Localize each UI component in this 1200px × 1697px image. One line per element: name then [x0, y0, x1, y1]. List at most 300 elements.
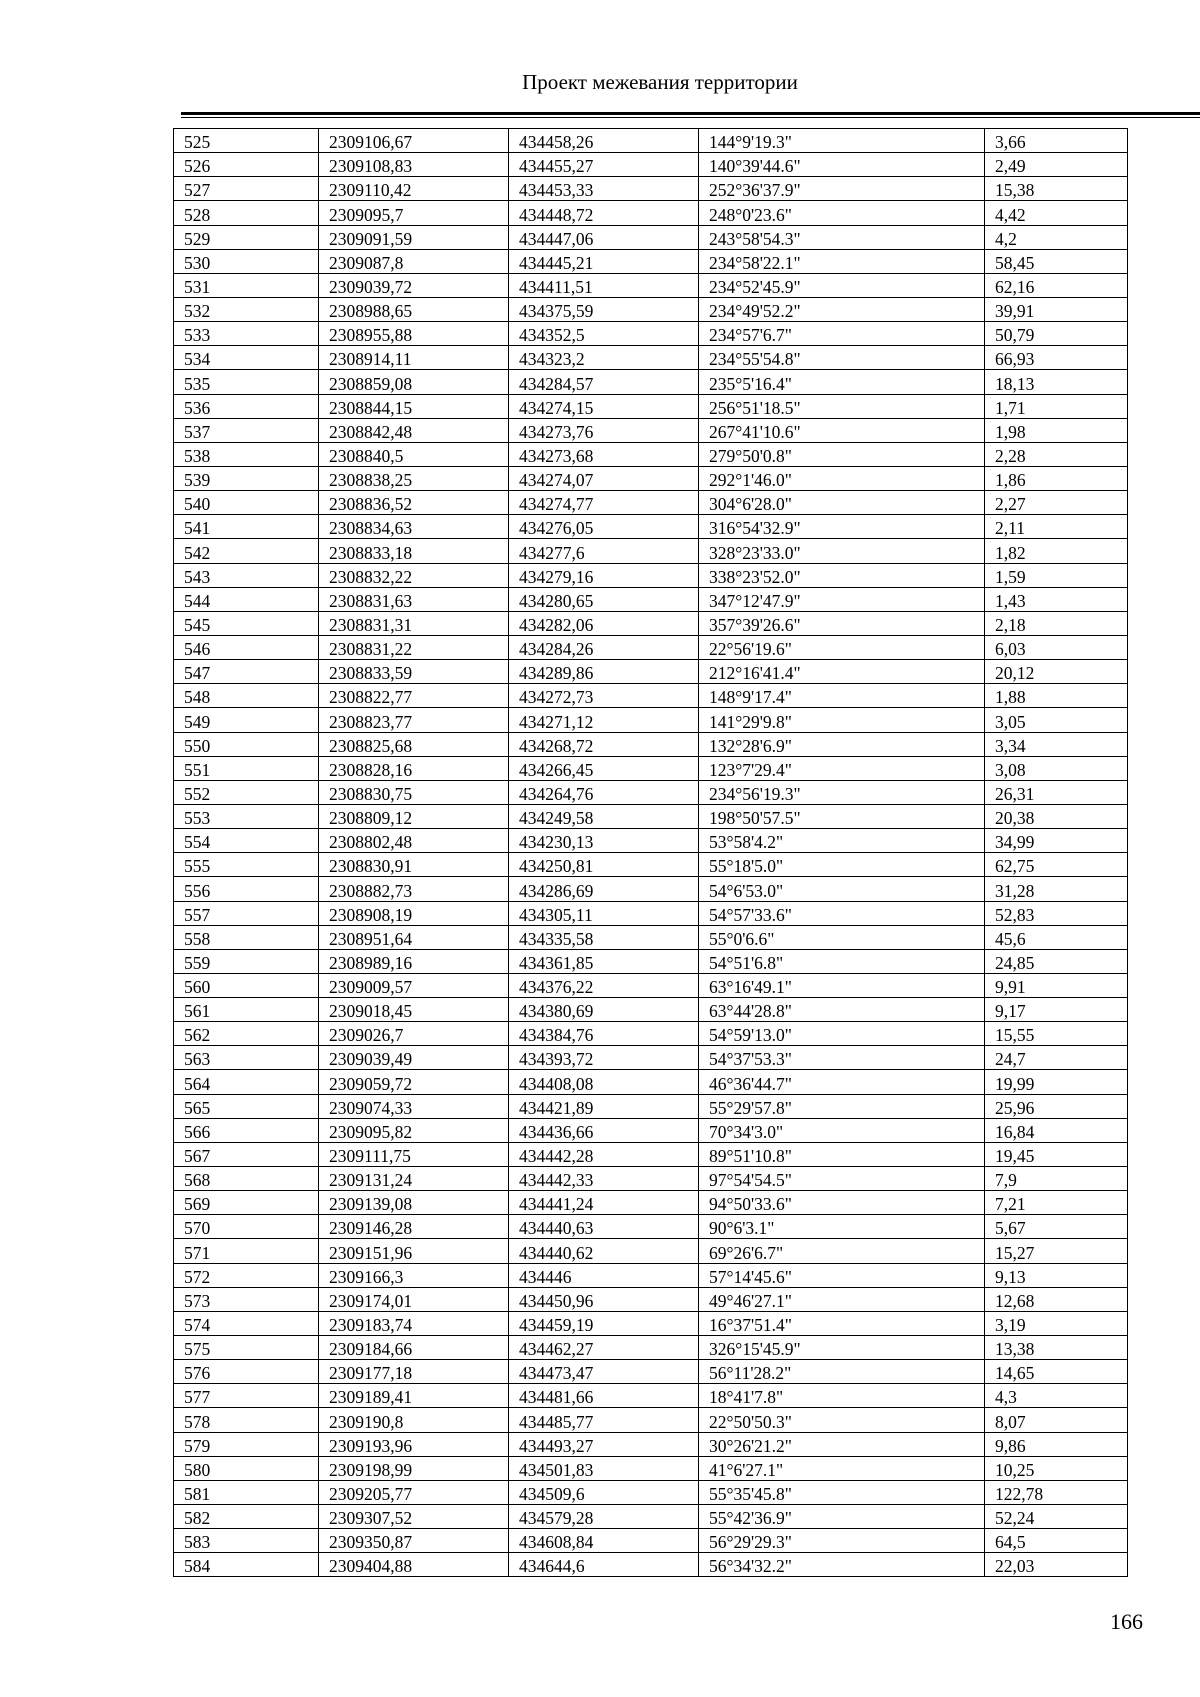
y-coordinate-cell: 434284,57	[509, 370, 699, 394]
distance-cell: 10,25	[985, 1456, 1128, 1480]
x-coordinate-cell: 2308988,65	[319, 297, 509, 321]
direction-angle-cell: 55°29'57.8"	[699, 1094, 985, 1118]
direction-angle-cell: 57°14'45.6"	[699, 1263, 985, 1287]
y-coordinate-cell: 434273,68	[509, 442, 699, 466]
table-row	[174, 756, 1128, 780]
x-coordinate-cell: 2308831,31	[319, 611, 509, 635]
x-coordinate-cell: 2308831,22	[319, 635, 509, 659]
x-coordinate-cell: 2308833,59	[319, 660, 509, 684]
distance-cell: 5,67	[985, 1215, 1128, 1239]
x-coordinate-cell: 2308822,77	[319, 684, 509, 708]
table-row	[174, 177, 1128, 201]
distance-cell: 2,49	[985, 153, 1128, 177]
table-row	[174, 225, 1128, 249]
y-coordinate-cell: 434447,06	[509, 225, 699, 249]
coordinates-table-body	[174, 129, 1128, 1577]
y-coordinate-cell: 434440,63	[509, 1215, 699, 1239]
direction-angle-cell: 54°37'53.3"	[699, 1046, 985, 1070]
table-row	[174, 1118, 1128, 1142]
table-row	[174, 563, 1128, 587]
point-number-cell: 580	[174, 1456, 319, 1480]
x-coordinate-cell: 2309404,88	[319, 1553, 509, 1577]
point-number-cell: 554	[174, 829, 319, 853]
y-coordinate-cell: 434274,07	[509, 466, 699, 490]
direction-angle-cell: 54°57'33.6"	[699, 901, 985, 925]
x-coordinate-cell: 2309095,7	[319, 201, 509, 225]
direction-angle-cell: 132°28'6.9"	[699, 732, 985, 756]
distance-cell: 1,59	[985, 563, 1128, 587]
direction-angle-cell: 235°5'16.4"	[699, 370, 985, 394]
point-number-cell: 530	[174, 249, 319, 273]
x-coordinate-cell: 2308832,22	[319, 563, 509, 587]
x-coordinate-cell: 2309110,42	[319, 177, 509, 201]
direction-angle-cell: 54°59'13.0"	[699, 1022, 985, 1046]
x-coordinate-cell: 2309307,52	[319, 1505, 509, 1529]
distance-cell: 24,7	[985, 1046, 1128, 1070]
point-number-cell: 546	[174, 635, 319, 659]
x-coordinate-cell: 2309039,72	[319, 273, 509, 297]
direction-angle-cell: 54°6'53.0"	[699, 877, 985, 901]
x-coordinate-cell: 2308834,63	[319, 515, 509, 539]
point-number-cell: 551	[174, 756, 319, 780]
y-coordinate-cell: 434272,73	[509, 684, 699, 708]
point-number-cell: 560	[174, 973, 319, 997]
direction-angle-cell: 53°58'4.2"	[699, 829, 985, 853]
distance-cell: 34,99	[985, 829, 1128, 853]
y-coordinate-cell: 434276,05	[509, 515, 699, 539]
direction-angle-cell: 198°50'57.5"	[699, 804, 985, 828]
x-coordinate-cell: 2309205,77	[319, 1480, 509, 1504]
distance-cell: 7,21	[985, 1191, 1128, 1215]
table-row	[174, 273, 1128, 297]
x-coordinate-cell: 2309106,67	[319, 129, 509, 153]
y-coordinate-cell: 434455,27	[509, 153, 699, 177]
point-number-cell: 532	[174, 297, 319, 321]
y-coordinate-cell: 434380,69	[509, 998, 699, 1022]
point-number-cell: 564	[174, 1070, 319, 1094]
y-coordinate-cell: 434249,58	[509, 804, 699, 828]
point-number-cell: 544	[174, 587, 319, 611]
point-number-cell: 550	[174, 732, 319, 756]
direction-angle-cell: 304°6'28.0"	[699, 491, 985, 515]
point-number-cell: 538	[174, 442, 319, 466]
direction-angle-cell: 30°26'21.2"	[699, 1432, 985, 1456]
x-coordinate-cell: 2309198,99	[319, 1456, 509, 1480]
x-coordinate-cell: 2308833,18	[319, 539, 509, 563]
table-row	[174, 1553, 1128, 1577]
distance-cell: 15,55	[985, 1022, 1128, 1046]
table-row	[174, 1070, 1128, 1094]
x-coordinate-cell: 2309131,24	[319, 1167, 509, 1191]
table-row	[174, 635, 1128, 659]
direction-angle-cell: 22°50'50.3"	[699, 1408, 985, 1432]
x-coordinate-cell: 2309039,49	[319, 1046, 509, 1070]
table-row	[174, 1360, 1128, 1384]
y-coordinate-cell: 434459,19	[509, 1311, 699, 1335]
point-number-cell: 542	[174, 539, 319, 563]
x-coordinate-cell: 2309174,01	[319, 1287, 509, 1311]
direction-angle-cell: 212°16'41.4"	[699, 660, 985, 684]
x-coordinate-cell: 2308989,16	[319, 949, 509, 973]
x-coordinate-cell: 2309009,57	[319, 973, 509, 997]
table-row	[174, 1432, 1128, 1456]
table-row	[174, 322, 1128, 346]
x-coordinate-cell: 2308955,88	[319, 322, 509, 346]
x-coordinate-cell: 2309059,72	[319, 1070, 509, 1094]
table-row	[174, 418, 1128, 442]
x-coordinate-cell: 2308825,68	[319, 732, 509, 756]
x-coordinate-cell: 2308828,16	[319, 756, 509, 780]
table-row	[174, 1408, 1128, 1432]
direction-angle-cell: 234°57'6.7"	[699, 322, 985, 346]
point-number-cell: 576	[174, 1360, 319, 1384]
direction-angle-cell: 234°55'54.8"	[699, 346, 985, 370]
direction-angle-cell: 55°0'6.6"	[699, 925, 985, 949]
header-rule-thin	[181, 117, 1200, 118]
x-coordinate-cell: 2309095,82	[319, 1118, 509, 1142]
page-header-title: Проект межевания территории	[522, 70, 798, 94]
point-number-cell: 559	[174, 949, 319, 973]
y-coordinate-cell: 434448,72	[509, 201, 699, 225]
distance-cell: 122,78	[985, 1480, 1128, 1504]
table-row	[174, 515, 1128, 539]
y-coordinate-cell: 434273,76	[509, 418, 699, 442]
table-row	[174, 1022, 1128, 1046]
direction-angle-cell: 328°23'33.0"	[699, 539, 985, 563]
x-coordinate-cell: 2308914,11	[319, 346, 509, 370]
point-number-cell: 531	[174, 273, 319, 297]
y-coordinate-cell: 434264,76	[509, 780, 699, 804]
x-coordinate-cell: 2309151,96	[319, 1239, 509, 1263]
table-row	[174, 804, 1128, 828]
y-coordinate-cell: 434442,33	[509, 1167, 699, 1191]
point-number-cell: 547	[174, 660, 319, 684]
point-number-cell: 571	[174, 1239, 319, 1263]
y-coordinate-cell: 434411,51	[509, 273, 699, 297]
direction-angle-cell: 316°54'32.9"	[699, 515, 985, 539]
y-coordinate-cell: 434453,33	[509, 177, 699, 201]
y-coordinate-cell: 434501,83	[509, 1456, 699, 1480]
table-row	[174, 1142, 1128, 1166]
x-coordinate-cell: 2309190,8	[319, 1408, 509, 1432]
y-coordinate-cell: 434442,28	[509, 1142, 699, 1166]
x-coordinate-cell: 2308908,19	[319, 901, 509, 925]
distance-cell: 2,27	[985, 491, 1128, 515]
distance-cell: 20,38	[985, 804, 1128, 828]
direction-angle-cell: 234°49'52.2"	[699, 297, 985, 321]
distance-cell: 3,19	[985, 1311, 1128, 1335]
x-coordinate-cell: 2308859,08	[319, 370, 509, 394]
point-number-cell: 562	[174, 1022, 319, 1046]
point-number-cell: 534	[174, 346, 319, 370]
point-number-cell: 529	[174, 225, 319, 249]
x-coordinate-cell: 2308830,75	[319, 780, 509, 804]
x-coordinate-cell: 2308840,5	[319, 442, 509, 466]
distance-cell: 12,68	[985, 1287, 1128, 1311]
x-coordinate-cell: 2309184,66	[319, 1336, 509, 1360]
direction-angle-cell: 234°58'22.1"	[699, 249, 985, 273]
point-number-cell: 574	[174, 1311, 319, 1335]
direction-angle-cell: 243°58'54.3"	[699, 225, 985, 249]
point-number-cell: 533	[174, 322, 319, 346]
y-coordinate-cell: 434493,27	[509, 1432, 699, 1456]
x-coordinate-cell: 2309177,18	[319, 1360, 509, 1384]
point-number-cell: 540	[174, 491, 319, 515]
direction-angle-cell: 326°15'45.9"	[699, 1336, 985, 1360]
y-coordinate-cell: 434266,45	[509, 756, 699, 780]
x-coordinate-cell: 2308838,25	[319, 466, 509, 490]
point-number-cell: 525	[174, 129, 319, 153]
table-row	[174, 829, 1128, 853]
y-coordinate-cell: 434277,6	[509, 539, 699, 563]
distance-cell: 24,85	[985, 949, 1128, 973]
direction-angle-cell: 234°56'19.3"	[699, 780, 985, 804]
x-coordinate-cell: 2308951,64	[319, 925, 509, 949]
y-coordinate-cell: 434644,6	[509, 1553, 699, 1577]
y-coordinate-cell: 434268,72	[509, 732, 699, 756]
point-number-cell: 581	[174, 1480, 319, 1504]
distance-cell: 15,27	[985, 1239, 1128, 1263]
distance-cell: 20,12	[985, 660, 1128, 684]
y-coordinate-cell: 434323,2	[509, 346, 699, 370]
y-coordinate-cell: 434305,11	[509, 901, 699, 925]
point-number-cell: 583	[174, 1529, 319, 1553]
y-coordinate-cell: 434509,6	[509, 1480, 699, 1504]
table-row	[174, 1480, 1128, 1504]
distance-cell: 4,3	[985, 1384, 1128, 1408]
y-coordinate-cell: 434441,24	[509, 1191, 699, 1215]
point-number-cell: 526	[174, 153, 319, 177]
direction-angle-cell: 256°51'18.5"	[699, 394, 985, 418]
table-row	[174, 394, 1128, 418]
point-number-cell: 527	[174, 177, 319, 201]
point-number-cell: 557	[174, 901, 319, 925]
x-coordinate-cell: 2309193,96	[319, 1432, 509, 1456]
coordinates-table	[173, 128, 1128, 1577]
table-row	[174, 611, 1128, 635]
header-rule-thick	[181, 112, 1200, 115]
direction-angle-cell: 97°54'54.5"	[699, 1167, 985, 1191]
point-number-cell: 561	[174, 998, 319, 1022]
point-number-cell: 545	[174, 611, 319, 635]
y-coordinate-cell: 434450,96	[509, 1287, 699, 1311]
y-coordinate-cell: 434289,86	[509, 660, 699, 684]
point-number-cell: 543	[174, 563, 319, 587]
point-number-cell: 541	[174, 515, 319, 539]
table-row	[174, 684, 1128, 708]
point-number-cell: 577	[174, 1384, 319, 1408]
distance-cell: 26,31	[985, 780, 1128, 804]
table-row	[174, 1287, 1128, 1311]
table-row	[174, 346, 1128, 370]
direction-angle-cell: 94°50'33.6"	[699, 1191, 985, 1215]
table-row	[174, 973, 1128, 997]
point-number-cell: 567	[174, 1142, 319, 1166]
point-number-cell: 575	[174, 1336, 319, 1360]
table-row	[174, 442, 1128, 466]
x-coordinate-cell: 2308802,48	[319, 829, 509, 853]
distance-cell: 16,84	[985, 1118, 1128, 1142]
y-coordinate-cell: 434458,26	[509, 129, 699, 153]
table-row	[174, 780, 1128, 804]
x-coordinate-cell: 2309350,87	[319, 1529, 509, 1553]
direction-angle-cell: 54°51'6.8"	[699, 949, 985, 973]
distance-cell: 52,24	[985, 1505, 1128, 1529]
distance-cell: 14,65	[985, 1360, 1128, 1384]
point-number-cell: 537	[174, 418, 319, 442]
x-coordinate-cell: 2308836,52	[319, 491, 509, 515]
direction-angle-cell: 90°6'3.1"	[699, 1215, 985, 1239]
point-number-cell: 578	[174, 1408, 319, 1432]
table-row	[174, 1215, 1128, 1239]
y-coordinate-cell: 434579,28	[509, 1505, 699, 1529]
distance-cell: 1,86	[985, 466, 1128, 490]
distance-cell: 6,03	[985, 635, 1128, 659]
y-coordinate-cell: 434271,12	[509, 708, 699, 732]
x-coordinate-cell: 2309026,7	[319, 1022, 509, 1046]
y-coordinate-cell: 434393,72	[509, 1046, 699, 1070]
distance-cell: 19,99	[985, 1070, 1128, 1094]
point-number-cell: 582	[174, 1505, 319, 1529]
point-number-cell: 572	[174, 1263, 319, 1287]
point-number-cell: 549	[174, 708, 319, 732]
x-coordinate-cell: 2309166,3	[319, 1263, 509, 1287]
point-number-cell: 570	[174, 1215, 319, 1239]
y-coordinate-cell: 434279,16	[509, 563, 699, 587]
distance-cell: 1,88	[985, 684, 1128, 708]
direction-angle-cell: 55°18'5.0"	[699, 853, 985, 877]
distance-cell: 19,45	[985, 1142, 1128, 1166]
point-number-cell: 555	[174, 853, 319, 877]
y-coordinate-cell: 434421,89	[509, 1094, 699, 1118]
direction-angle-cell: 279°50'0.8"	[699, 442, 985, 466]
y-coordinate-cell: 434481,66	[509, 1384, 699, 1408]
distance-cell: 39,91	[985, 297, 1128, 321]
x-coordinate-cell: 2309146,28	[319, 1215, 509, 1239]
table-row	[174, 1505, 1128, 1529]
distance-cell: 15,38	[985, 177, 1128, 201]
x-coordinate-cell: 2309139,08	[319, 1191, 509, 1215]
distance-cell: 2,18	[985, 611, 1128, 635]
y-coordinate-cell: 434282,06	[509, 611, 699, 635]
direction-angle-cell: 22°56'19.6"	[699, 635, 985, 659]
y-coordinate-cell: 434408,08	[509, 1070, 699, 1094]
point-number-cell: 579	[174, 1432, 319, 1456]
table-row	[174, 1456, 1128, 1480]
y-coordinate-cell: 434384,76	[509, 1022, 699, 1046]
direction-angle-cell: 63°44'28.8"	[699, 998, 985, 1022]
y-coordinate-cell: 434462,27	[509, 1336, 699, 1360]
table-row	[174, 1239, 1128, 1263]
distance-cell: 9,91	[985, 973, 1128, 997]
table-row	[174, 901, 1128, 925]
direction-angle-cell: 248°0'23.6"	[699, 201, 985, 225]
table-row	[174, 1046, 1128, 1070]
y-coordinate-cell: 434376,22	[509, 973, 699, 997]
table-row	[174, 1384, 1128, 1408]
table-row	[174, 587, 1128, 611]
direction-angle-cell: 56°34'32.2"	[699, 1553, 985, 1577]
direction-angle-cell: 252°36'37.9"	[699, 177, 985, 201]
point-number-cell: 558	[174, 925, 319, 949]
distance-cell: 3,05	[985, 708, 1128, 732]
distance-cell: 3,34	[985, 732, 1128, 756]
table-row	[174, 539, 1128, 563]
direction-angle-cell: 141°29'9.8"	[699, 708, 985, 732]
y-coordinate-cell: 434274,77	[509, 491, 699, 515]
x-coordinate-cell: 2308844,15	[319, 394, 509, 418]
point-number-cell: 536	[174, 394, 319, 418]
distance-cell: 52,83	[985, 901, 1128, 925]
point-number-cell: 568	[174, 1167, 319, 1191]
direction-angle-cell: 56°11'28.2"	[699, 1360, 985, 1384]
point-number-cell: 553	[174, 804, 319, 828]
direction-angle-cell: 18°41'7.8"	[699, 1384, 985, 1408]
point-number-cell: 528	[174, 201, 319, 225]
direction-angle-cell: 123°7'29.4"	[699, 756, 985, 780]
direction-angle-cell: 69°26'6.7"	[699, 1239, 985, 1263]
x-coordinate-cell: 2309111,75	[319, 1142, 509, 1166]
distance-cell: 2,28	[985, 442, 1128, 466]
y-coordinate-cell: 434280,65	[509, 587, 699, 611]
distance-cell: 45,6	[985, 925, 1128, 949]
direction-angle-cell: 144°9'19.3"	[699, 129, 985, 153]
distance-cell: 62,75	[985, 853, 1128, 877]
direction-angle-cell: 89°51'10.8"	[699, 1142, 985, 1166]
x-coordinate-cell: 2308882,73	[319, 877, 509, 901]
distance-cell: 58,45	[985, 249, 1128, 273]
distance-cell: 4,2	[985, 225, 1128, 249]
distance-cell: 7,9	[985, 1167, 1128, 1191]
direction-angle-cell: 148°9'17.4"	[699, 684, 985, 708]
x-coordinate-cell: 2308842,48	[319, 418, 509, 442]
distance-cell: 3,08	[985, 756, 1128, 780]
y-coordinate-cell: 434473,47	[509, 1360, 699, 1384]
table-row	[174, 877, 1128, 901]
x-coordinate-cell: 2309074,33	[319, 1094, 509, 1118]
direction-angle-cell: 70°34'3.0"	[699, 1118, 985, 1142]
distance-cell: 1,43	[985, 587, 1128, 611]
direction-angle-cell: 46°36'44.7"	[699, 1070, 985, 1094]
y-coordinate-cell: 434230,13	[509, 829, 699, 853]
y-coordinate-cell: 434445,21	[509, 249, 699, 273]
point-number-cell: 566	[174, 1118, 319, 1142]
direction-angle-cell: 16°37'51.4"	[699, 1311, 985, 1335]
distance-cell: 1,98	[985, 418, 1128, 442]
table-row	[174, 998, 1128, 1022]
table-row	[174, 732, 1128, 756]
point-number-cell: 563	[174, 1046, 319, 1070]
table-row	[174, 370, 1128, 394]
table-row	[174, 1311, 1128, 1335]
y-coordinate-cell: 434608,84	[509, 1529, 699, 1553]
point-number-cell: 556	[174, 877, 319, 901]
table-row	[174, 1094, 1128, 1118]
distance-cell: 9,13	[985, 1263, 1128, 1287]
table-row	[174, 129, 1128, 153]
distance-cell: 13,38	[985, 1336, 1128, 1360]
distance-cell: 31,28	[985, 877, 1128, 901]
y-coordinate-cell: 434436,66	[509, 1118, 699, 1142]
point-number-cell: 548	[174, 684, 319, 708]
point-number-cell: 569	[174, 1191, 319, 1215]
table-row	[174, 853, 1128, 877]
distance-cell: 8,07	[985, 1408, 1128, 1432]
table-row	[174, 708, 1128, 732]
y-coordinate-cell: 434250,81	[509, 853, 699, 877]
x-coordinate-cell: 2309091,59	[319, 225, 509, 249]
y-coordinate-cell: 434286,69	[509, 877, 699, 901]
